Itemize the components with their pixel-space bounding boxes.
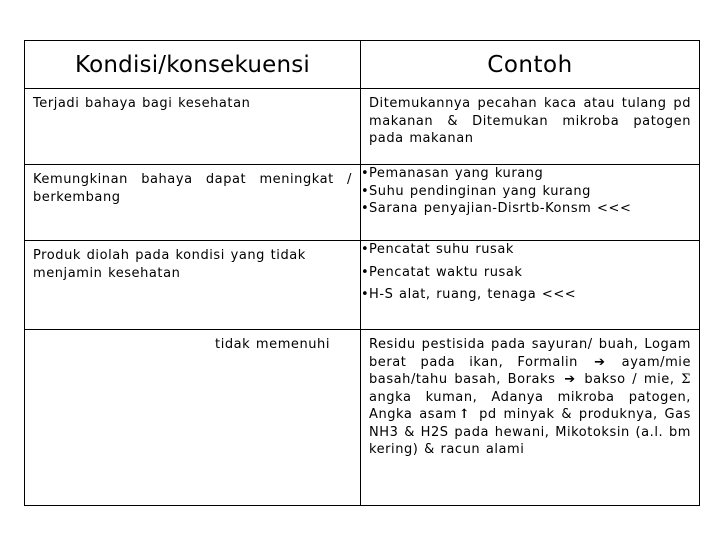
list-item: •Sarana penyajian-Disrtb-Konsm <<< xyxy=(361,201,632,216)
row1-kondisi: Terjadi bahaya bagi kesehatan xyxy=(33,96,251,111)
bullet-icon: • xyxy=(361,183,370,199)
row2-contoh-cell xyxy=(361,165,700,241)
list-item: •H-S alat, ruang, tenaga <<< xyxy=(361,287,577,302)
list-item: •Pencatat waktu rusak xyxy=(361,264,523,280)
bullet-icon: • xyxy=(361,264,370,280)
row3-contoh-list xyxy=(361,241,699,304)
up-arrow-icon: ↑ xyxy=(458,407,471,422)
row3-kondisi: Produk diolah pada kondisi yang tidak menjamin kesehatan xyxy=(33,248,306,281)
list-item: •Suhu pendinginan yang kurang xyxy=(361,183,591,199)
row3-kondisi-cell xyxy=(25,241,361,330)
header-row xyxy=(25,41,700,89)
bullet-icon: • xyxy=(361,201,370,216)
row1-kondisi-cell xyxy=(25,89,361,165)
row1-contoh-cell xyxy=(361,89,700,165)
table-row xyxy=(25,241,700,330)
right-arrow-icon: ➔ xyxy=(594,354,606,370)
row4-kondisi-cell xyxy=(25,330,361,506)
list-item: •Pencatat suhu rusak xyxy=(361,242,514,257)
row2-kondisi-cell xyxy=(25,165,361,241)
header-contoh: Contoh xyxy=(361,41,700,89)
sigma-icon: Σ xyxy=(681,372,692,387)
table-row xyxy=(25,330,700,506)
right-arrow-icon: ➔ xyxy=(564,372,576,387)
row4-kondisi: tidak memenuhi xyxy=(215,337,330,352)
row2-kondisi: Kemungkinan bahaya dapat meningkat / berkembang xyxy=(33,172,352,205)
row4-contoh-cell xyxy=(361,330,700,506)
bullet-icon: • xyxy=(361,287,370,302)
row4-contoh: Residu pestisida pada sayuran/ buah, Logam berat pada ikan, Formalin ➔ ayam/mie basah/tahu basah, Boraks ➔ bakso / mie, Σ angka kuman, Adanya mikroba patogen, Angka asam ↑ pd minyak & produknya, Gas NH3 & H2S pada hewani, Mikotoksin (a.l. bm kering) & racun alami xyxy=(369,337,692,457)
row3-contoh-cell xyxy=(361,241,700,330)
row2-contoh-list xyxy=(361,165,699,218)
bullet-icon: • xyxy=(361,242,370,257)
row1-contoh: Ditemukannya pecahan kaca atau tulang pd makanan & Ditemukan mikroba patogen pada makanan xyxy=(369,96,691,146)
header-kondisi: Kondisi/konsekuensi xyxy=(25,41,361,89)
data-table xyxy=(24,40,700,506)
table-row xyxy=(25,165,700,241)
table-row xyxy=(25,89,700,165)
list-item: •Pemanasan yang kurang xyxy=(361,166,544,181)
bullet-icon: • xyxy=(361,166,370,181)
